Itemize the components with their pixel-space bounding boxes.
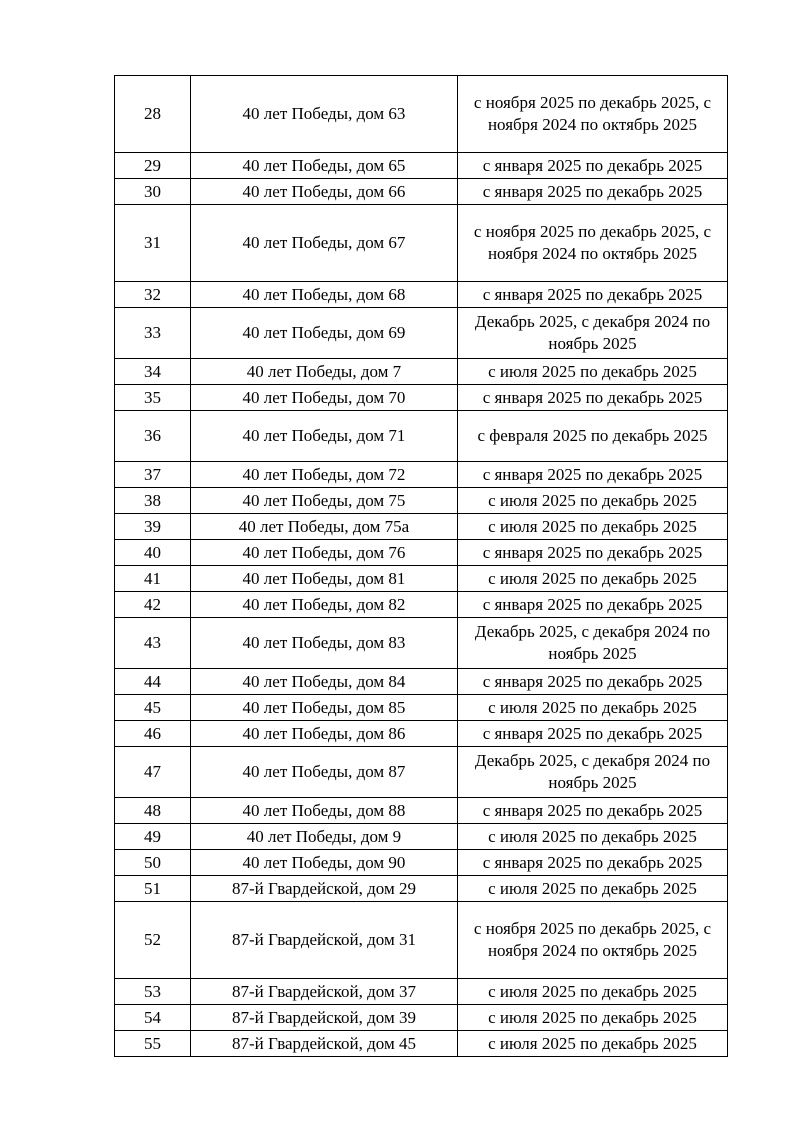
- address-cell: 40 лет Победы, дом 84: [191, 669, 458, 695]
- table-row: [115, 308, 728, 359]
- period-cell: с июля 2025 по декабрь 2025: [458, 979, 728, 1005]
- period-cell: с июля 2025 по декабрь 2025: [458, 566, 728, 592]
- address-cell: 40 лет Победы, дом 90: [191, 850, 458, 876]
- row-number-cell: 39: [115, 514, 191, 540]
- table-row: [115, 902, 728, 979]
- table-row: [115, 979, 728, 1005]
- period-cell: с июля 2025 по декабрь 2025: [458, 488, 728, 514]
- address-cell: 87-й Гвардейской, дом 31: [191, 902, 458, 979]
- row-number-cell: 41: [115, 566, 191, 592]
- row-number-cell: 43: [115, 618, 191, 669]
- row-number-cell: 53: [115, 979, 191, 1005]
- row-number-cell: 44: [115, 669, 191, 695]
- address-cell: 87-й Гвардейской, дом 39: [191, 1005, 458, 1031]
- table-row: [115, 76, 728, 153]
- period-cell: с января 2025 по декабрь 2025: [458, 282, 728, 308]
- row-number-cell: 31: [115, 205, 191, 282]
- address-cell: 40 лет Победы, дом 83: [191, 618, 458, 669]
- table-row: [115, 1031, 728, 1057]
- period-cell: Декабрь 2025, с декабря 2024 по ноябрь 2025: [458, 308, 728, 359]
- address-cell: 40 лет Победы, дом 7: [191, 359, 458, 385]
- period-cell: с января 2025 по декабрь 2025: [458, 385, 728, 411]
- address-cell: 40 лет Победы, дом 9: [191, 824, 458, 850]
- table-row: [115, 462, 728, 488]
- period-cell: с января 2025 по декабрь 2025: [458, 721, 728, 747]
- table-row: [115, 488, 728, 514]
- address-cell: 40 лет Победы, дом 67: [191, 205, 458, 282]
- address-cell: 40 лет Победы, дом 82: [191, 592, 458, 618]
- address-cell: 40 лет Победы, дом 75а: [191, 514, 458, 540]
- address-cell: 40 лет Победы, дом 70: [191, 385, 458, 411]
- period-cell: с января 2025 по декабрь 2025: [458, 669, 728, 695]
- period-cell: с июля 2025 по декабрь 2025: [458, 359, 728, 385]
- address-cell: 40 лет Победы, дом 85: [191, 695, 458, 721]
- address-cell: 40 лет Победы, дом 71: [191, 411, 458, 462]
- row-number-cell: 30: [115, 179, 191, 205]
- address-cell: 87-й Гвардейской, дом 37: [191, 979, 458, 1005]
- row-number-cell: 34: [115, 359, 191, 385]
- period-cell: с января 2025 по декабрь 2025: [458, 153, 728, 179]
- period-cell: с января 2025 по декабрь 2025: [458, 798, 728, 824]
- row-number-cell: 52: [115, 902, 191, 979]
- table-row: [115, 566, 728, 592]
- address-cell: 40 лет Победы, дом 75: [191, 488, 458, 514]
- table-row: [115, 824, 728, 850]
- table-row: [115, 359, 728, 385]
- table-row: [115, 179, 728, 205]
- table-row: [115, 695, 728, 721]
- period-cell: с июля 2025 по декабрь 2025: [458, 824, 728, 850]
- row-number-cell: 35: [115, 385, 191, 411]
- period-cell: с января 2025 по декабрь 2025: [458, 540, 728, 566]
- table-row: [115, 411, 728, 462]
- table-row: [115, 514, 728, 540]
- period-cell: с января 2025 по декабрь 2025: [458, 592, 728, 618]
- row-number-cell: 38: [115, 488, 191, 514]
- row-number-cell: 54: [115, 1005, 191, 1031]
- row-number-cell: 49: [115, 824, 191, 850]
- row-number-cell: 36: [115, 411, 191, 462]
- address-cell: 40 лет Победы, дом 72: [191, 462, 458, 488]
- period-cell: Декабрь 2025, с декабря 2024 по ноябрь 2025: [458, 747, 728, 798]
- address-cell: 87-й Гвардейской, дом 45: [191, 1031, 458, 1057]
- period-cell: с июля 2025 по декабрь 2025: [458, 1031, 728, 1057]
- period-cell: с ноября 2025 по декабрь 2025, с ноября 2024 по октябрь 2025: [458, 902, 728, 979]
- address-cell: 40 лет Победы, дом 63: [191, 76, 458, 153]
- period-cell: с июля 2025 по декабрь 2025: [458, 514, 728, 540]
- period-cell: с января 2025 по декабрь 2025: [458, 850, 728, 876]
- period-cell: с января 2025 по декабрь 2025: [458, 462, 728, 488]
- table-row: [115, 385, 728, 411]
- address-cell: 40 лет Победы, дом 65: [191, 153, 458, 179]
- row-number-cell: 51: [115, 876, 191, 902]
- period-cell: с января 2025 по декабрь 2025: [458, 179, 728, 205]
- row-number-cell: 50: [115, 850, 191, 876]
- row-number-cell: 32: [115, 282, 191, 308]
- table-row: [115, 592, 728, 618]
- table-row: [115, 721, 728, 747]
- period-cell: Декабрь 2025, с декабря 2024 по ноябрь 2025: [458, 618, 728, 669]
- row-number-cell: 42: [115, 592, 191, 618]
- address-cell: 40 лет Победы, дом 76: [191, 540, 458, 566]
- row-number-cell: 48: [115, 798, 191, 824]
- period-cell: с ноября 2025 по декабрь 2025, с ноября 2024 по октябрь 2025: [458, 205, 728, 282]
- address-cell: 40 лет Победы, дом 68: [191, 282, 458, 308]
- address-cell: 40 лет Победы, дом 66: [191, 179, 458, 205]
- table-row: [115, 850, 728, 876]
- address-cell: 40 лет Победы, дом 81: [191, 566, 458, 592]
- period-cell: с июля 2025 по декабрь 2025: [458, 876, 728, 902]
- row-number-cell: 29: [115, 153, 191, 179]
- table-row: [115, 618, 728, 669]
- table-row: [115, 540, 728, 566]
- period-cell: с февраля 2025 по декабрь 2025: [458, 411, 728, 462]
- period-cell: с июля 2025 по декабрь 2025: [458, 1005, 728, 1031]
- address-cell: 40 лет Победы, дом 86: [191, 721, 458, 747]
- address-cell: 40 лет Победы, дом 69: [191, 308, 458, 359]
- table-row: [115, 205, 728, 282]
- row-number-cell: 55: [115, 1031, 191, 1057]
- table-body: [115, 76, 728, 1057]
- address-cell: 40 лет Победы, дом 88: [191, 798, 458, 824]
- row-number-cell: 45: [115, 695, 191, 721]
- row-number-cell: 33: [115, 308, 191, 359]
- table-row: [115, 747, 728, 798]
- table-row: [115, 798, 728, 824]
- address-table: [114, 75, 728, 1057]
- period-cell: с ноября 2025 по декабрь 2025, с ноября 2024 по октябрь 2025: [458, 76, 728, 153]
- address-cell: 87-й Гвардейской, дом 29: [191, 876, 458, 902]
- row-number-cell: 47: [115, 747, 191, 798]
- row-number-cell: 40: [115, 540, 191, 566]
- address-cell: 40 лет Победы, дом 87: [191, 747, 458, 798]
- row-number-cell: 28: [115, 76, 191, 153]
- table-row: [115, 669, 728, 695]
- row-number-cell: 37: [115, 462, 191, 488]
- row-number-cell: 46: [115, 721, 191, 747]
- table-row: [115, 282, 728, 308]
- table-row: [115, 1005, 728, 1031]
- table-row: [115, 876, 728, 902]
- period-cell: с июля 2025 по декабрь 2025: [458, 695, 728, 721]
- table-row: [115, 153, 728, 179]
